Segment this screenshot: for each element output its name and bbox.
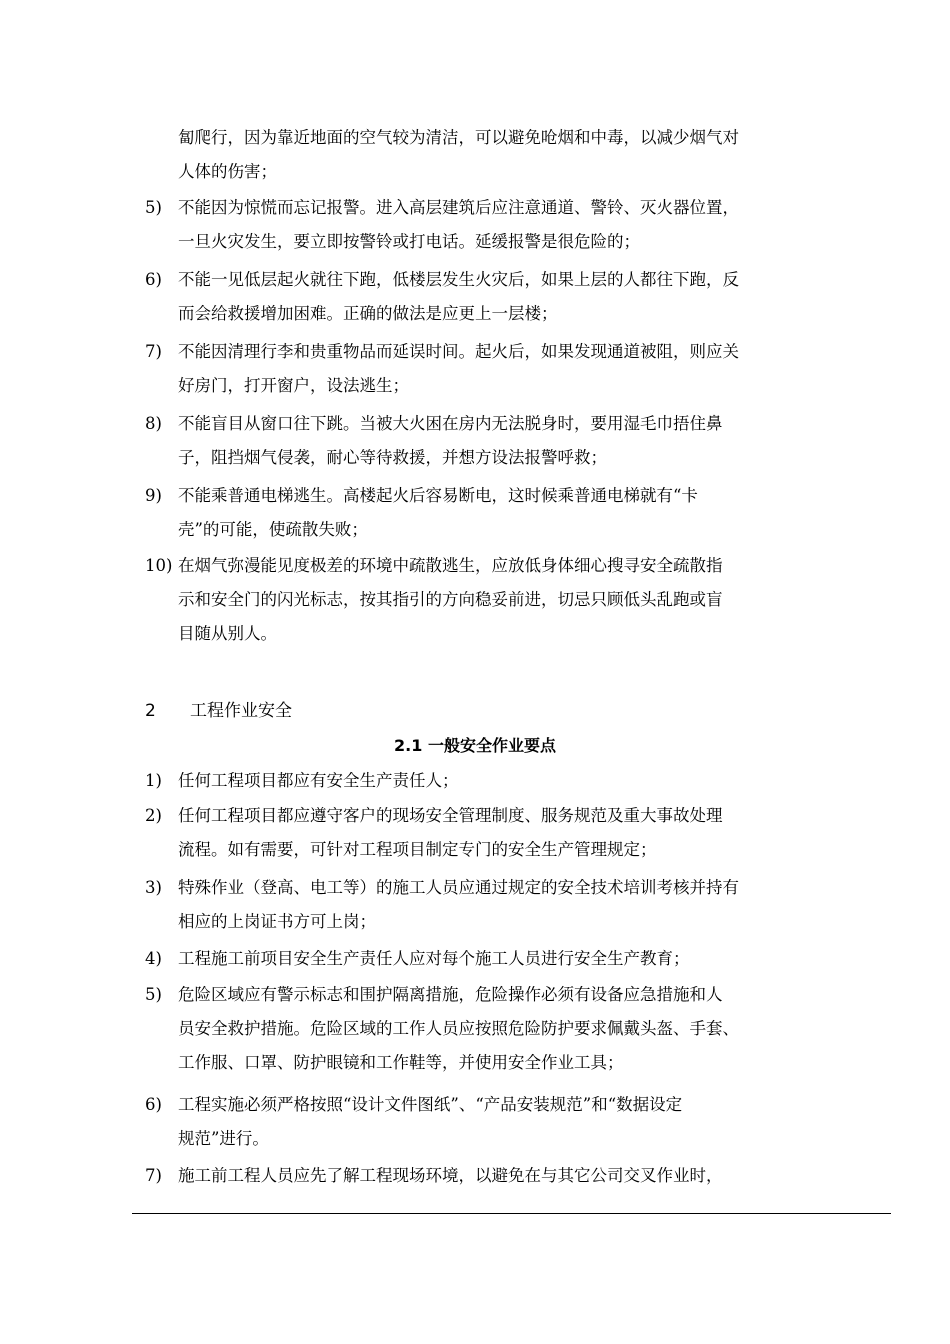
list-item-text	[178, 191, 818, 259]
list-item-text	[178, 942, 818, 976]
list-item-text	[178, 799, 818, 867]
list-item-line: 子，阻挡烟气侵袭，耐心等待救援，并想方设法报警呼救；	[178, 448, 607, 467]
continuation-paragraph	[178, 121, 818, 189]
list-item-line: 示和安全门的闪光标志，按其指引的方向稳妥前进，切忌只顾低头乱跑或盲	[178, 590, 723, 609]
list-item-line: 危险区域应有警示标志和围护隔离措施，危险操作必须有设备应急措施和人	[178, 985, 723, 1004]
list-item-text	[178, 978, 818, 1080]
list-item-text	[178, 871, 818, 939]
list-item-text	[178, 407, 818, 475]
list-item-line: 流程。如有需要，可针对工程项目制定专门的安全生产管理规定；	[178, 840, 657, 859]
list-item-number: 2)	[145, 806, 162, 825]
list-item-line: 一旦火灾发生，要立即按警铃或打电话。延缓报警是很危险的；	[178, 232, 640, 251]
continuation-line: 匐爬行，因为靠近地面的空气较为清洁，可以避免呛烟和中毒，以减少烟气对	[178, 128, 739, 147]
list-item-line: 工程实施必须严格按照“设计文件图纸”、“产品安装规范”和“数据设定	[178, 1095, 683, 1114]
list-item-number: 5)	[145, 985, 162, 1004]
section-number: 2	[145, 701, 156, 721]
continuation-line: 人体的伤害；	[178, 162, 277, 181]
list-item-line: 员安全救护措施。危险区域的工作人员应按照危险防护要求佩戴头盔、手套、	[178, 1019, 739, 1038]
list-item-line: 在烟气弥漫能见度极差的环境中疏散逃生，应放低身体细心搜寻安全疏散指	[178, 556, 723, 575]
list-item-text	[178, 764, 818, 798]
list-item-text	[178, 1159, 818, 1193]
list-item-text	[178, 479, 818, 547]
list-item-line: 规范”进行。	[178, 1129, 269, 1148]
list-item-number: 6)	[145, 270, 162, 289]
section-title: 工程作业安全	[190, 701, 292, 721]
list-item-line: 特殊作业（登高、电工等）的施工人员应通过规定的安全技术培训考核并持有	[178, 878, 739, 897]
list-item-number: 10)	[145, 556, 173, 575]
list-item-line: 不能乘普通电梯逃生。高楼起火后容易断电，这时候乘普通电梯就有“卡	[178, 486, 698, 505]
list-item-number: 6)	[145, 1095, 162, 1114]
list-item-line: 相应的上岗证书方可上岗；	[178, 912, 376, 931]
list-item-line: 而会给救援增加困难。正确的做法是应更上一层楼；	[178, 304, 558, 323]
section-heading	[145, 696, 292, 726]
list-item-line: 施工前工程人员应先了解工程现场环境，以避免在与其它公司交叉作业时，	[178, 1166, 723, 1185]
list-item-number: 5)	[145, 198, 162, 217]
list-item-number: 1)	[145, 771, 162, 790]
list-item-line: 不能盲目从窗口往下跳。当被大火困在房内无法脱身时，要用湿毛巾捂住鼻	[178, 414, 723, 433]
list-item-line: 工程施工前项目安全生产责任人应对每个施工人员进行安全生产教育；	[178, 949, 690, 968]
list-item-line: 好房门，打开窗户，设法逃生；	[178, 376, 409, 395]
list-item-number: 3)	[145, 878, 162, 897]
list-item-line: 不能一见低层起火就往下跑，低楼层发生火灾后，如果上层的人都往下跑，反	[178, 270, 739, 289]
footer-rule	[132, 1213, 891, 1214]
subsection-heading: 2.1 一般安全作业要点	[394, 736, 556, 755]
list-item-line: 任何工程项目都应有安全生产责任人；	[178, 771, 459, 790]
list-item-number: 7)	[145, 342, 162, 361]
list-item-text	[178, 335, 818, 403]
list-item-number: 7)	[145, 1166, 162, 1185]
list-item-number: 4)	[145, 949, 162, 968]
list-item-line: 不能因清理行李和贵重物品而延误时间。起火后，如果发现通道被阻，则应关	[178, 342, 739, 361]
list-item-line: 目随从别人。	[178, 624, 277, 643]
list-item-text	[178, 549, 818, 651]
list-item-text	[178, 263, 818, 331]
list-item-line: 不能因为惊慌而忘记报警。进入高层建筑后应注意通道、警铃、灭火器位置，	[178, 198, 739, 217]
list-item-number: 9)	[145, 486, 162, 505]
list-item-text	[178, 1088, 818, 1156]
list-item-line: 任何工程项目都应遵守客户的现场安全管理制度、服务规范及重大事故处理	[178, 806, 723, 825]
list-item-line: 壳”的可能，使疏散失败；	[178, 520, 368, 539]
list-item-line: 工作服、口罩、防护眼镜和工作鞋等，并使用安全作业工具；	[178, 1053, 624, 1072]
list-item-number: 8)	[145, 414, 162, 433]
